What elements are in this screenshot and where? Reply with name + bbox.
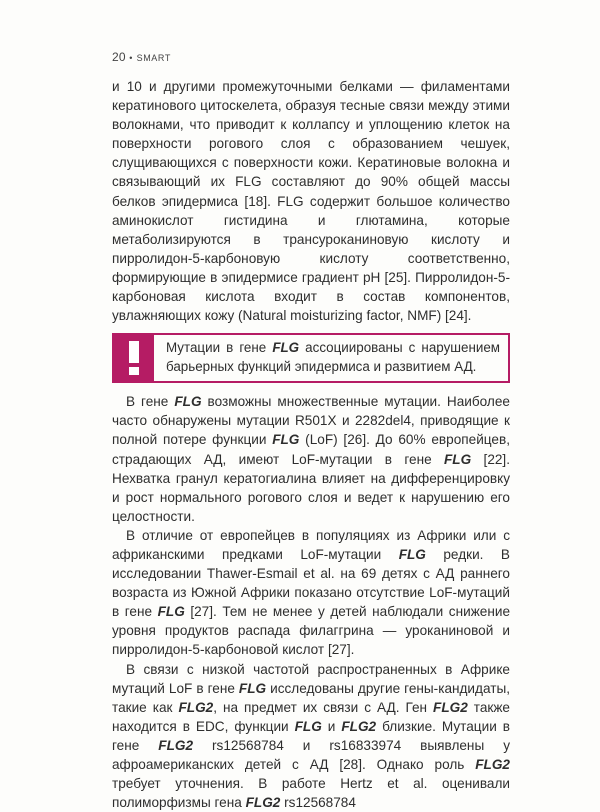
callout-text: Мутации в гене FLG ассоциированы с нарушением барьерных функций эпидермиса и развитием АД. <box>166 340 500 374</box>
gene-name: FLG2 <box>341 718 377 734</box>
gene-name: FLG2 <box>158 737 194 753</box>
main-text <box>112 77 510 812</box>
header-separator: • <box>129 53 134 63</box>
gene-name: FLG <box>272 340 300 356</box>
running-title: SMART <box>136 53 171 63</box>
gene-name: FLG2 <box>178 699 214 715</box>
gene-name: FLG <box>174 394 202 410</box>
paragraph-3: В отличие от европейцев в популяциях из Африки или с африканскими предками LoF-мутации FLG редки. В исследовании Thawer-Esmail et al. на 69 детях с АД раннего возраста из Южной Африки показано отсутствие LoF-мутаций в гене FLG [27]. Тем не менее у детей наблюдали снижение уровня продуктов распада филаггрина — уроканиновой и пирролидон-5-карбоновой кислот [27]. <box>112 527 511 658</box>
page-number: 20 <box>112 50 126 64</box>
gene-name: FLG2 <box>475 757 510 772</box>
running-header <box>112 50 171 64</box>
callout-box <box>112 333 510 383</box>
gene-name: FLG2 <box>433 699 468 715</box>
paragraph-2: В гене FLG возможны множественные мутации. Наиболее часто обнаружены мутации R501X и 2282del4, приводящие к полной потере функции FLG (LoF) [26]. До 60% европейцев, страдающих АД, имеют LoF-мутации в гене FLG [22]. Нехватка гранул кератогиалина влияет на дифференцировку и рост нормального рогового слоя и ведет к нарушению его целостности. <box>112 394 510 524</box>
gene-name: FLG <box>272 432 300 448</box>
gene-name: FLG <box>238 680 267 696</box>
gene-name: FLG2 <box>245 795 281 811</box>
gene-name: FLG <box>398 546 426 562</box>
gene-name: FLG <box>157 604 185 620</box>
gene-name: FLG <box>444 451 472 467</box>
paragraph-4: В связи с низкой частотой распространенных в Африке мутаций LoF в гене FLG исследованы другие гены-кандидаты, такие как FLG2, на предмет их связи с АД. Ген FLG2 также находится в EDC, функции FLG и FLG2 близкие. Мутации в гене FLG2 rs12568784 и rs16833974 выявлены у афроамериканских детей с АД [28]. Однако роль FLG2 требует уточнения. В работе Hertz et al. оценивали полиморфизмы гена FLG2 rs12568784 <box>112 661 510 811</box>
gene-name: FLG <box>294 718 322 734</box>
paragraph-1: и 10 и другими промежуточными белками — филаментами кератинового цитоскелета, образуя тесные связи между этими волокнами, что приводит к коллапсу и уплощению клеток на поверхности рогового слоя с образованием чешуек, слущивающихся с поверхности кожи. Кератиновые волокна и связывающий их FLG составляют до 90% общей массы белков эпидермиса [18]. FLG содержит большое количество аминокислот гистидина и глютамина, которые метаболизируются в трансуроканиновую кислоту и пирролидон-5-карбоновую кислоту соответственно, формирующие в эпидермисе градиент pH [25]. Пирролидон-5-карбоновая кислота входит в состав компонентов, увлажняющих кожу (Natural moisturizing factor, NMF) [24]. <box>112 79 510 324</box>
exclamation-icon <box>114 335 154 381</box>
